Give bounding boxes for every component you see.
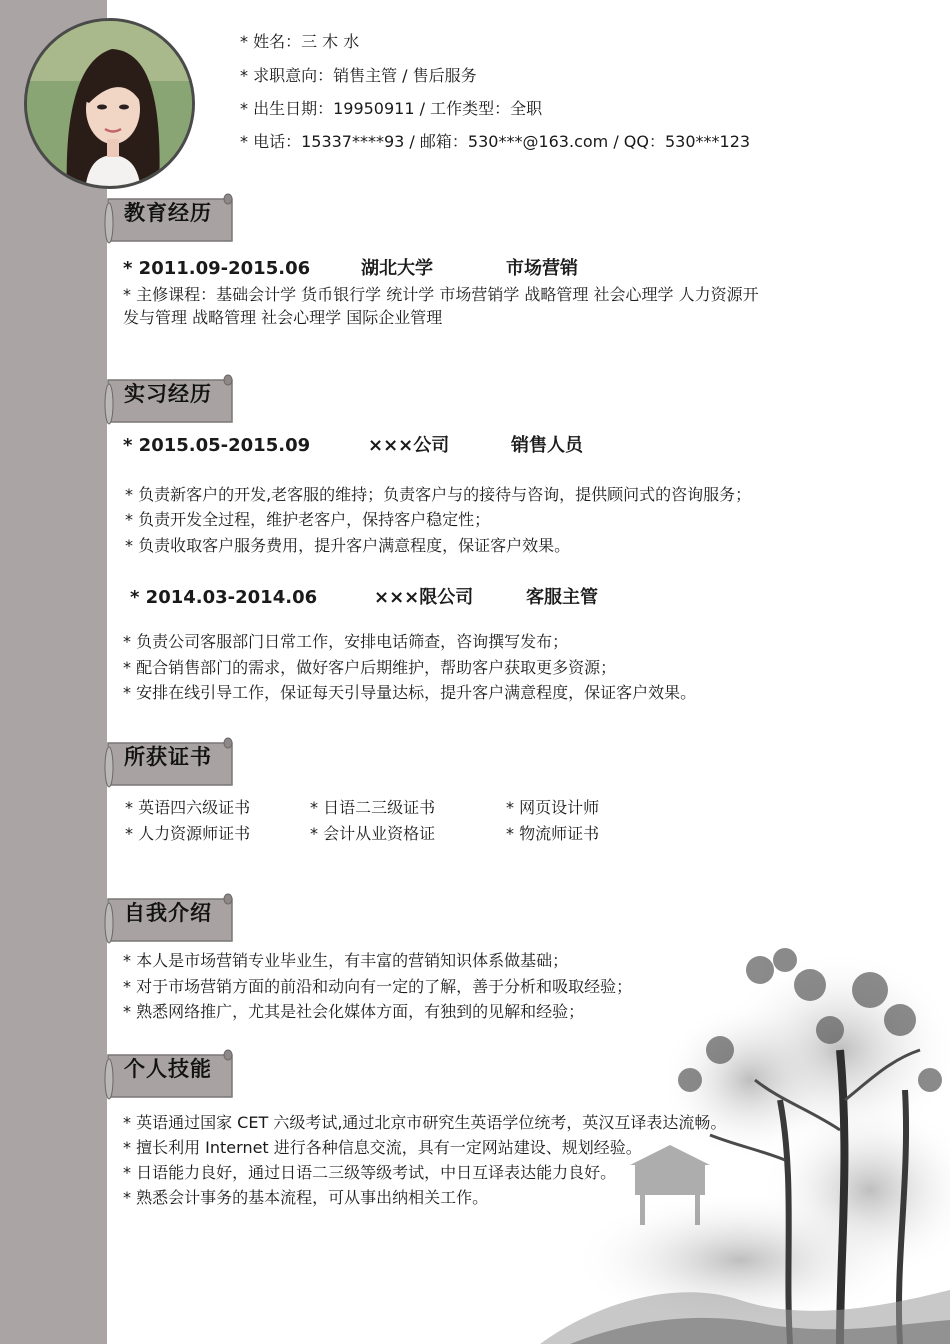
certificates-section-header — [104, 737, 236, 787]
skills-title: 个人技能 — [124, 1057, 212, 1081]
job2-company: ×××限公司 — [374, 587, 474, 608]
certificate-item: * 物流师证书 — [506, 824, 600, 843]
education-period: * 2011.09-2015.06 — [123, 258, 311, 279]
education-row — [123, 257, 623, 281]
skill-item: * 英语通过国家 CET 六级考试,通过北京市研究生英语学位统考，英汉互译表达流畅。 — [123, 1113, 727, 1132]
name-line: * 姓名：三 木 水 — [240, 32, 360, 51]
job1-company: ×××公司 — [368, 435, 450, 456]
certificate-item: * 人力资源师证书 — [125, 824, 251, 843]
certificate-item: * 网页设计师 — [506, 798, 600, 817]
education-major: 市场营销 — [506, 258, 578, 279]
self-intro-section-header — [104, 893, 236, 943]
intent-line: * 求职意向：销售主管 / 售后服务 — [240, 66, 477, 85]
job1-item: * 负责开发全过程，维护老客户，保持客户稳定性； — [125, 510, 491, 529]
contact-line: * 电话：15337****93 / 邮箱：530***@163.com / QQ：530***123 — [240, 132, 751, 151]
skill-item: * 擅长利用 Internet 进行各种信息交流，具有一定网站建设、规划经验。 — [123, 1138, 642, 1157]
job1-role: 销售人员 — [511, 435, 583, 456]
self-intro-item: * 本人是市场营销专业毕业生，有丰富的营销知识体系做基础； — [123, 951, 569, 970]
self-intro-item: * 对于市场营销方面的前沿和动向有一定的了解，善于分析和吸取经验； — [123, 977, 633, 996]
internship-section-header — [104, 374, 236, 424]
skill-item: * 日语能力良好，通过日语二三级等级考试，中日互译表达能力良好。 — [123, 1163, 617, 1182]
profile-photo — [24, 18, 195, 189]
education-section-header — [104, 193, 236, 243]
self-intro-title: 自我介绍 — [124, 901, 212, 925]
skill-item: * 熟悉会计事务的基本流程，可从事出纳相关工作。 — [123, 1188, 489, 1207]
skills-section-header — [104, 1049, 236, 1099]
certificate-item: * 日语二三级证书 — [310, 798, 436, 817]
certificates-title: 所获证书 — [124, 745, 212, 769]
certificate-item: * 会计从业资格证 — [310, 824, 436, 843]
job1-row — [123, 434, 623, 458]
job2-row — [130, 586, 630, 610]
sidebar-strip — [0, 0, 107, 1344]
job1-item: * 负责收取客户服务费用，提升客户满意程度，保证客户效果。 — [125, 536, 571, 555]
job1-period: * 2015.05-2015.09 — [123, 435, 311, 456]
self-intro-item: * 熟悉网络推广，尤其是社会化媒体方面，有独到的见解和经验； — [123, 1002, 585, 1021]
education-title: 教育经历 — [124, 201, 212, 225]
job2-period: * 2014.03-2014.06 — [130, 587, 318, 608]
education-courses-line2: 发与管理 战略管理 社会心理学 国际企业管理 — [123, 308, 443, 327]
job1-item: * 负责新客户的开发,老客服的维持；负责客户与的接待与咨询，提供顾问式的咨询服务； — [125, 485, 752, 504]
job2-item: * 负责公司客服部门日常工作，安排电话筛查，咨询撰写发布； — [123, 632, 569, 651]
job2-item: * 安排在线引导工作，保证每天引导量达标，提升客户满意程度，保证客户效果。 — [123, 683, 697, 702]
certificate-item: * 英语四六级证书 — [125, 798, 251, 817]
job2-item: * 配合销售部门的需求，做好客户后期维护，帮助客户获取更多资源； — [123, 658, 617, 677]
job2-role: 客服主管 — [526, 587, 598, 608]
education-school: 湖北大学 — [361, 258, 433, 279]
birth-line: * 出生日期：19950911 / 工作类型：全职 — [240, 99, 543, 118]
education-courses-line1: * 主修课程：基础会计学 货币银行学 统计学 市场营销学 战略管理 社会心理学 人力资源开 — [123, 285, 759, 304]
internship-title: 实习经历 — [124, 382, 212, 406]
